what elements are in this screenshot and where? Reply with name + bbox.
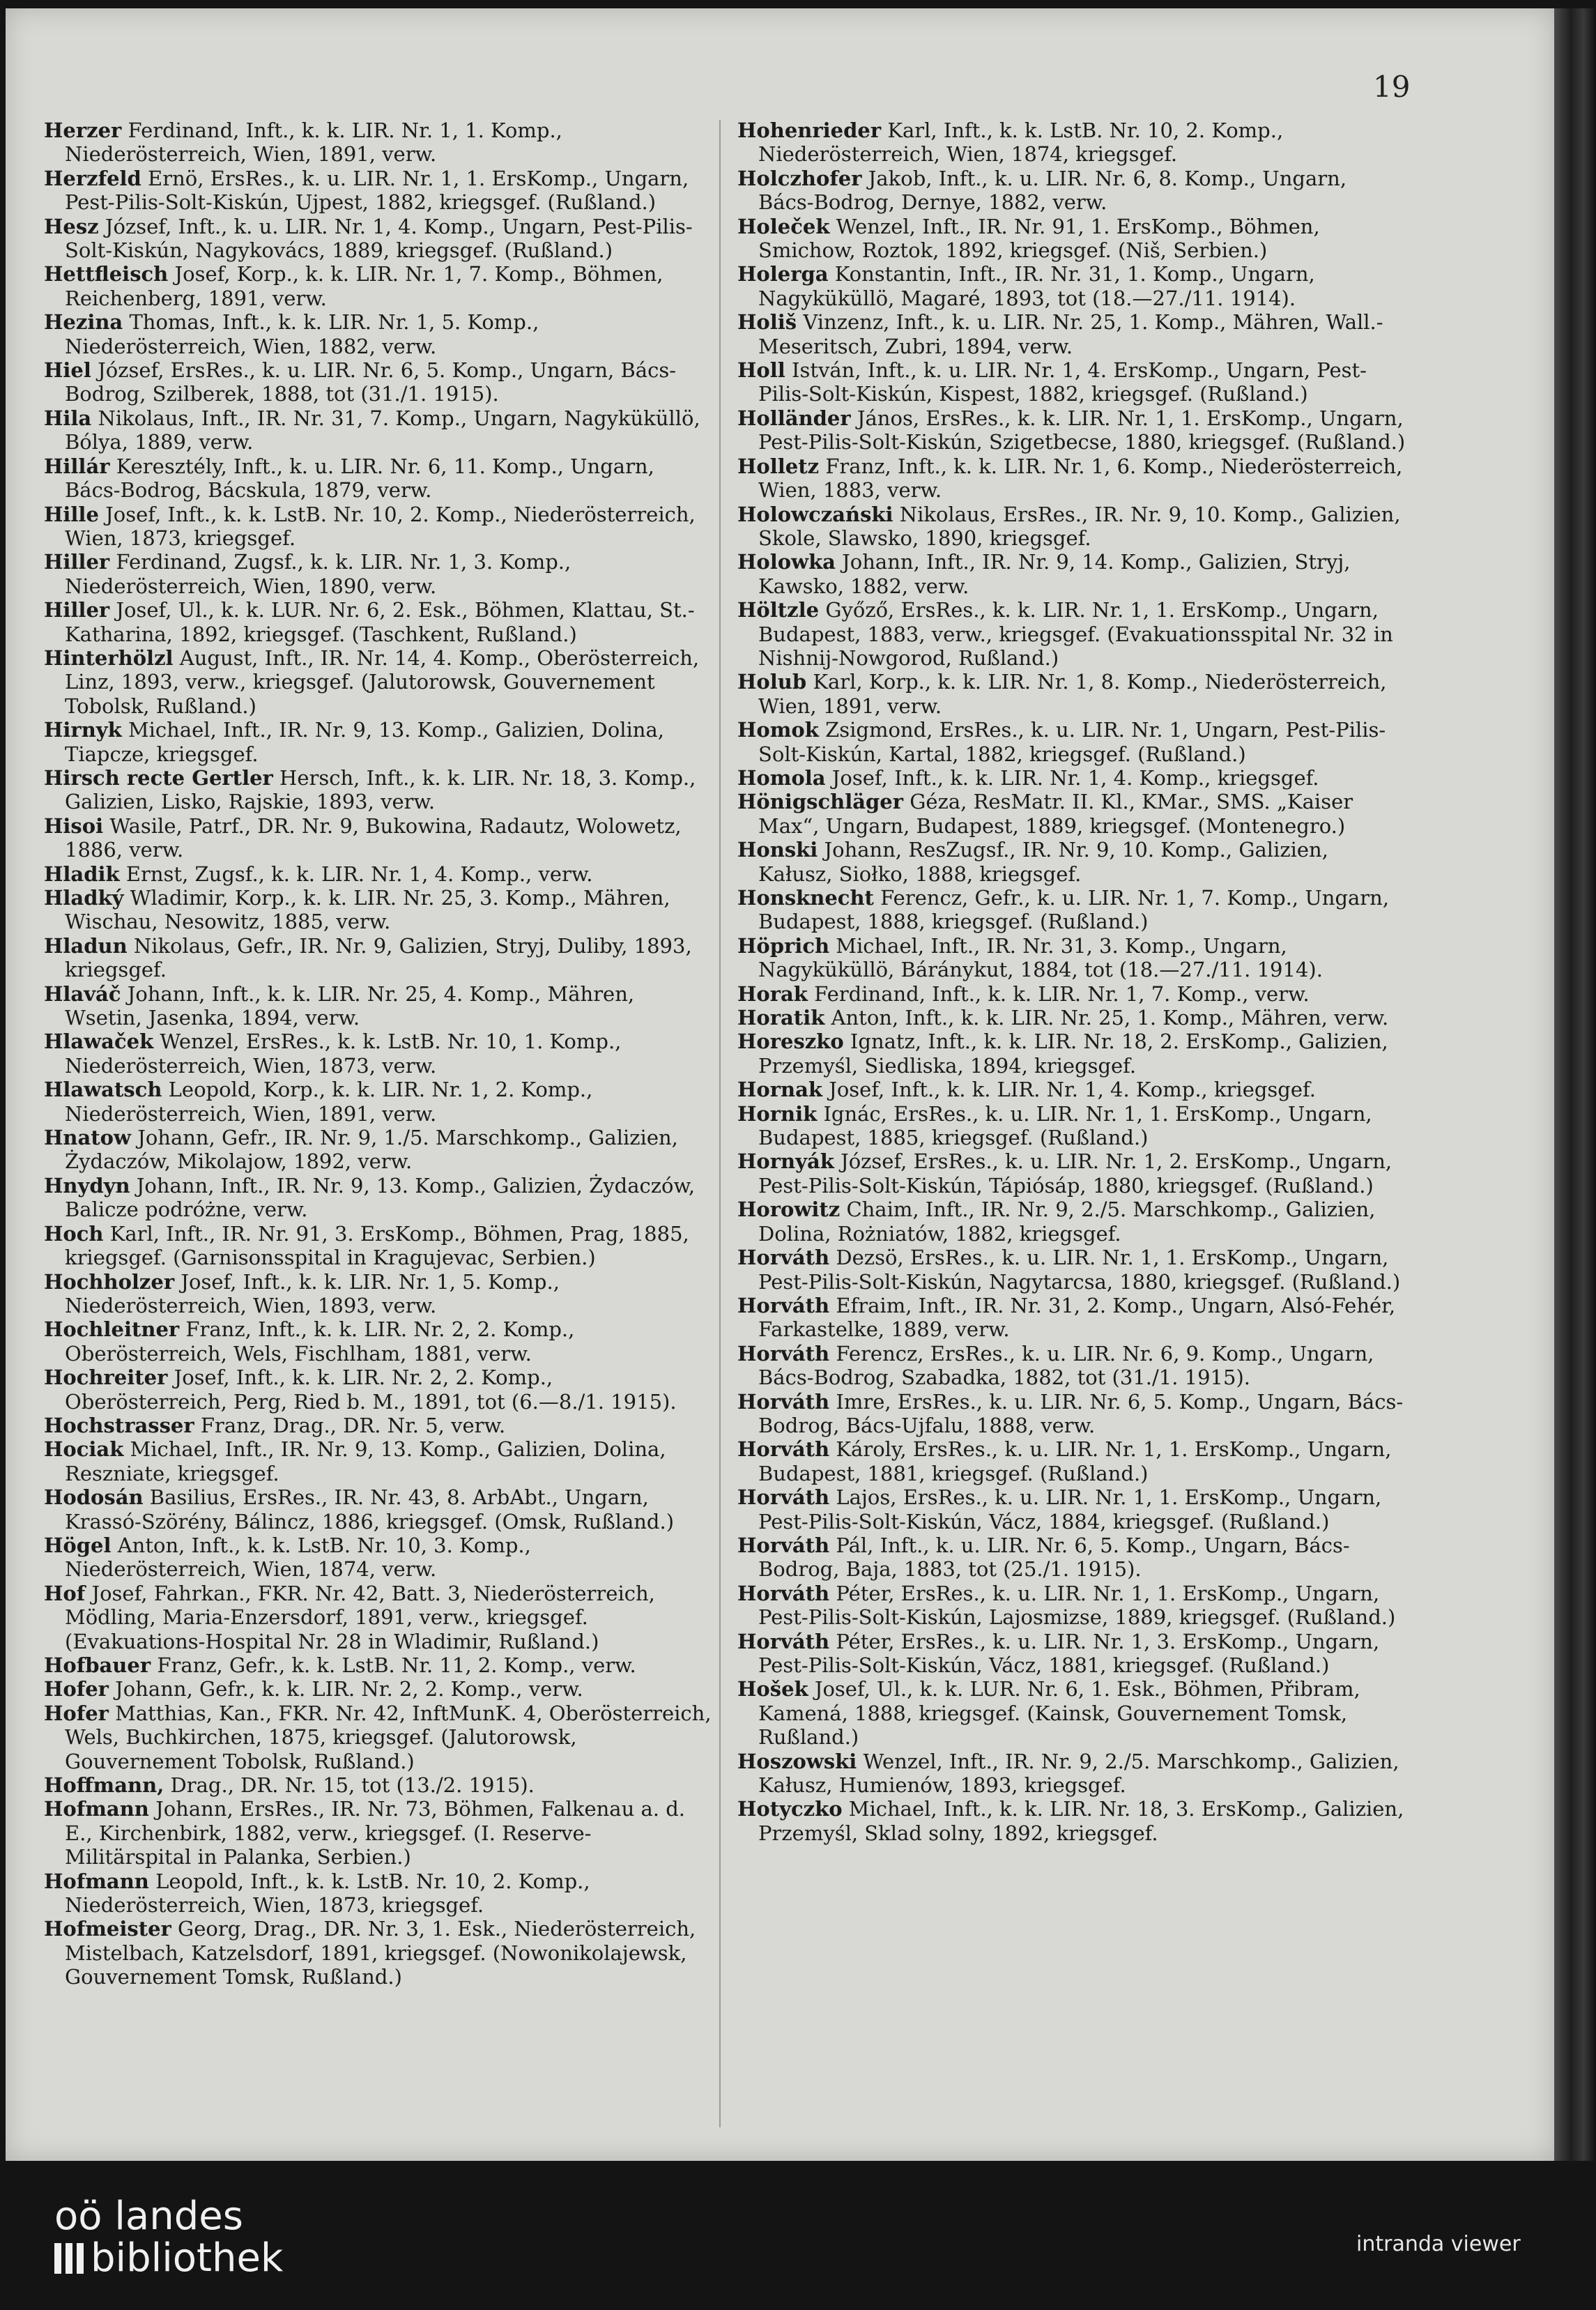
entry-surname: Holowka xyxy=(737,550,836,574)
entry-surname: Holerga xyxy=(737,262,829,286)
entry-details: Károly, ErsRes., k. u. LIR. Nr. 1, 1. ErsKomp., Ungarn, Budapest, 1881, kriegsgef. (Rußland.) xyxy=(758,1437,1392,1485)
entry-details: Franz, Inft., k. k. LIR. Nr. 2, 2. Komp., Oberösterreich, Wels, Fischlham, 1881, verw. xyxy=(65,1317,575,1366)
register-entry xyxy=(44,982,713,1030)
entry-surname: Horváth xyxy=(737,1533,830,1557)
entry-details: Thomas, Inft., k. k. LIR. Nr. 1, 5. Komp., Niederösterreich, Wien, 1882, verw. xyxy=(65,310,539,358)
register-entry xyxy=(44,454,713,503)
entry-details: Ernö, ErsRes., k. u. LIR. Nr. 1, 1. ErsKomp., Ungarn, Pest-Pilis-Solt-Kiskún, Ujpest, 1882, kriegsgef. (Rußland.) xyxy=(65,166,689,215)
entry-details: Géza, ResMatr. II. Kl., KMar., SMS. „Kaiser Max“, Ungarn, Budapest, 1889, kriegsgef. (Montenegro.) xyxy=(758,790,1353,838)
entry-details: Péter, ErsRes., k. u. LIR. Nr. 1, 1. ErsKomp., Ungarn, Pest-Pilis-Solt-Kiskún, Lajosmizse, 1889, kriegsgef. (Rußland.) xyxy=(758,1581,1396,1630)
register-entry xyxy=(737,454,1406,503)
entry-details: János, ErsRes., k. k. LIR. Nr. 1, 1. ErsKomp., Ungarn, Pest-Pilis-Solt-Kiskún, Szigetbecse, 1880, kriegsgef. (Rußland.) xyxy=(758,406,1406,454)
entry-surname: Horak xyxy=(737,981,808,1006)
entry-surname: Hornak xyxy=(737,1078,822,1102)
entry-surname: Holowczański xyxy=(737,502,893,526)
entry-surname: Hornyák xyxy=(737,1149,834,1174)
left-column xyxy=(44,118,713,1989)
entry-details: Drag., DR. Nr. 15, tot (13./2. 1915). xyxy=(170,1773,535,1798)
register-entry xyxy=(737,838,1406,886)
entry-surname: Hirnyk xyxy=(44,718,122,742)
entry-details: Michael, Inft., IR. Nr. 31, 3. Komp., Ungarn, Nagyküküllö, Báránykut, 1884, tot (18.—27./11. 1914). xyxy=(758,933,1323,982)
right-column xyxy=(737,118,1406,1845)
register-entry xyxy=(44,1533,713,1582)
register-entry xyxy=(737,1198,1406,1246)
logo-line-1: oö landes xyxy=(54,2194,243,2239)
register-entry xyxy=(737,1533,1406,1582)
entry-details: Konstantin, Inft., IR. Nr. 31, 1. Komp., Ungarn, Nagyküküllö, Magaré, 1893, tot (18.—27./11. 1914). xyxy=(758,262,1315,310)
entry-surname: Honsknecht xyxy=(737,886,874,910)
entry-details: Ferencz, ErsRes., k. u. LIR. Nr. 6, 9. Komp., Ungarn, Bács-Bodrog, Szabadka, 1882, tot (31./1. 1915). xyxy=(758,1341,1374,1390)
register-entry xyxy=(44,1222,713,1270)
register-entry xyxy=(44,886,713,934)
entry-surname: Homok xyxy=(737,718,819,742)
logo-bars-icon xyxy=(54,2243,84,2274)
entry-details: Vinzenz, Inft., k. u. LIR. Nr. 25, 1. Komp., Mähren, Wall.-Meseritsch, Zubri, 1894, verw. xyxy=(758,310,1383,358)
entry-surname: Hirsch recte Gertler xyxy=(44,765,273,790)
register-entry xyxy=(44,1582,713,1653)
entry-surname: Hofmeister xyxy=(44,1917,171,1941)
entry-details: Lajos, ErsRes., k. u. LIR. Nr. 1, 1. ErsKomp., Ungarn, Pest-Pilis-Solt-Kiskún, Vácz, 1884, kriegsgef. (Rußland.) xyxy=(758,1485,1382,1533)
entry-details: István, Inft., k. u. LIR. Nr. 1, 4. ErsKomp., Ungarn, Pest-Pilis-Solt-Kiskún, Kispest, 1882, kriegsgef. (Rußland.) xyxy=(758,358,1367,406)
entry-surname: Herzfeld xyxy=(44,166,141,190)
entry-surname: Hohenrieder xyxy=(737,118,882,142)
logo-line-2: bibliothek xyxy=(91,2235,284,2281)
entry-surname: Hlaváč xyxy=(44,981,121,1006)
entry-details: Ferdinand, Inft., k. k. LIR. Nr. 1, 1. Komp., Niederösterreich, Wien, 1891, verw. xyxy=(65,118,562,167)
entry-surname: Horváth xyxy=(737,1485,830,1510)
entry-details: Keresztély, Inft., k. u. LIR. Nr. 6, 11. Komp., Ungarn, Bács-Bodrog, Bácskula, 1879, verw. xyxy=(65,454,654,503)
register-entry xyxy=(737,262,1406,310)
register-entry xyxy=(44,550,713,598)
entry-surname: Horowitz xyxy=(737,1198,841,1222)
register-entry xyxy=(737,310,1406,358)
entry-details: Johann, Gefr., k. k. LIR. Nr. 2, 2. Komp., verw. xyxy=(115,1677,583,1701)
entry-details: Efraim, Inft., IR. Nr. 31, 2. Komp., Ungarn, Alsó-Fehér, Farkastelke, 1889, verw. xyxy=(758,1293,1396,1342)
register-entry xyxy=(44,1174,713,1222)
register-entry xyxy=(44,1030,713,1078)
register-entry xyxy=(737,1582,1406,1630)
register-entry xyxy=(44,598,713,646)
entry-details: Johann, Inft., IR. Nr. 9, 14. Komp., Galizien, Stryj, Kawsko, 1882, verw. xyxy=(758,550,1351,598)
page-number: 19 xyxy=(1373,70,1411,104)
entry-details: Michael, Inft., IR. Nr. 9, 13. Komp., Galizien, Dolina, Tiapcze, kriegsgef. xyxy=(65,718,664,766)
entry-surname: Hladik xyxy=(44,862,120,886)
register-entry xyxy=(44,358,713,406)
column-divider xyxy=(719,120,721,2127)
register-entry xyxy=(44,1270,713,1318)
register-entry xyxy=(737,1030,1406,1078)
entry-details: Anton, Inft., k. k. LIR. Nr. 25, 1. Komp., Mähren, verw. xyxy=(831,1006,1389,1030)
entry-surname: Hošek xyxy=(737,1677,808,1701)
entry-details: Karl, Korp., k. k. LIR. Nr. 1, 8. Komp., Niederösterreich, Wien, 1891, verw. xyxy=(758,670,1387,718)
entry-details: Johann, Inft., IR. Nr. 9, 13. Komp., Galizien, Żydaczów, Balicze podróżne, verw. xyxy=(65,1173,696,1222)
entry-surname: Hociak xyxy=(44,1437,124,1462)
register-entry xyxy=(44,1366,713,1414)
register-entry xyxy=(737,1102,1406,1150)
register-entry xyxy=(737,1677,1406,1749)
register-entry xyxy=(44,1653,713,1677)
entry-surname: Hlawatsch xyxy=(44,1078,162,1102)
entry-surname: Horatik xyxy=(737,1006,825,1030)
register-entry xyxy=(44,934,713,982)
register-entry xyxy=(44,718,713,766)
register-entry xyxy=(737,598,1406,670)
entry-surname: Hofer xyxy=(44,1677,109,1701)
entry-surname: Herzer xyxy=(44,118,122,142)
entry-details: Wenzel, Inft., IR. Nr. 91, 1. ErsKomp., Böhmen, Smichow, Roztok, 1892, kriegsgef. (Niš, Serbien.) xyxy=(758,214,1320,263)
entry-surname: Hofmann xyxy=(44,1869,149,1893)
entry-surname: Högel xyxy=(44,1533,112,1557)
entry-details: Pál, Inft., k. u. LIR. Nr. 6, 5. Komp., Ungarn, Bács-Bodrog, Baja, 1883, tot (25./1. 1915). xyxy=(758,1533,1350,1582)
register-entry xyxy=(737,1485,1406,1533)
viewer-label: intranda viewer xyxy=(1356,2232,1521,2256)
entry-surname: Hochleitner xyxy=(44,1317,180,1342)
entry-surname: Hettfleisch xyxy=(44,262,169,286)
entry-surname: Hinterhölzl xyxy=(44,645,174,670)
entry-details: Franz, Gefr., k. k. LstB. Nr. 11, 2. Komp., verw. xyxy=(157,1653,636,1677)
register-entry xyxy=(44,1917,713,1989)
entry-surname: Hof xyxy=(44,1581,86,1605)
entry-details: Karl, Inft., k. k. LstB. Nr. 10, 2. Komp., Niederösterreich, Wien, 1874, kriegsgef. xyxy=(758,118,1284,167)
entry-surname: Hochholzer xyxy=(44,1269,175,1294)
entry-details: Ferdinand, Inft., k. k. LIR. Nr. 1, 7. Komp., verw. xyxy=(814,981,1310,1006)
entry-surname: Hoch xyxy=(44,1221,104,1246)
register-entry xyxy=(44,1437,713,1485)
entry-details: Dezsö, ErsRes., k. u. LIR. Nr. 1, 1. ErsKomp., Ungarn, Pest-Pilis-Solt-Kiskún, Nagytarcsa, 1880, kriegsgef. (Rußland.) xyxy=(758,1246,1401,1294)
register-entry xyxy=(44,1677,713,1701)
entry-surname: Holczhofer xyxy=(737,166,862,190)
entry-details: Josef, Inft., k. k. LIR. Nr. 1, 4. Komp., kriegsgef. xyxy=(829,1078,1316,1102)
entry-surname: Horváth xyxy=(737,1293,830,1317)
entry-details: Johann, ResZugsf., IR. Nr. 9, 10. Komp., Galizien, Kałusz, Siołko, 1888, kriegsgef. xyxy=(758,838,1328,886)
register-entry xyxy=(737,982,1406,1006)
entry-details: Anton, Inft., k. k. LstB. Nr. 10, 3. Komp., Niederösterreich, Wien, 1874, verw. xyxy=(65,1533,531,1582)
register-entry xyxy=(737,1246,1406,1294)
entry-surname: Hille xyxy=(44,502,99,526)
register-entry xyxy=(44,766,713,814)
register-entry xyxy=(44,1797,713,1869)
entry-details: Hersch, Inft., k. k. LIR. Nr. 18, 3. Komp., Galizien, Lisko, Rajskie, 1893, verw. xyxy=(65,765,696,814)
entry-surname: Hillár xyxy=(44,454,110,478)
entry-details: Leopold, Korp., k. k. LIR. Nr. 1, 2. Komp., Niederösterreich, Wien, 1891, verw. xyxy=(65,1078,593,1126)
entry-surname: Hiel xyxy=(44,358,91,383)
entry-surname: Hoffmann, xyxy=(44,1773,164,1798)
register-entry xyxy=(44,646,713,718)
entry-details: Ernst, Zugsf., k. k. LIR. Nr. 1, 4. Komp., verw. xyxy=(125,862,593,886)
entry-surname: Holeček xyxy=(737,214,830,238)
entry-details: Nikolaus, ErsRes., IR. Nr. 9, 10. Komp., Galizien, Skole, Slawsko, 1890, kriegsgef. xyxy=(758,502,1401,550)
register-entry xyxy=(44,1773,713,1797)
register-entry xyxy=(44,1701,713,1773)
entry-details: Matthias, Kan., FKR. Nr. 42, InftMunK. 4, Oberösterreich, Wels, Buchkirchen, 1875, kriegsgef. (Jalutorowsk, Gouvernement Tobolsk, Rußland.) xyxy=(65,1701,712,1773)
register-entry xyxy=(737,1797,1406,1845)
entry-details: Josef, Inft., k. k. LstB. Nr. 10, 2. Komp., Niederösterreich, Wien, 1873, kriegsgef. xyxy=(65,502,696,550)
register-entry xyxy=(44,1078,713,1126)
entry-details: Wasile, Patrf., DR. Nr. 9, Bukowina, Radautz, Wolowetz, 1886, verw. xyxy=(65,813,682,862)
register-entry xyxy=(737,1342,1406,1390)
entry-surname: Horváth xyxy=(737,1341,830,1366)
register-entry xyxy=(737,167,1406,215)
entry-details: József, ErsRes., k. u. LIR. Nr. 6, 5. Komp., Ungarn, Bács-Bodrog, Szilberek, 1888, tot (31./1. 1915). xyxy=(65,358,677,406)
register-entry xyxy=(737,358,1406,406)
entry-details: Georg, Drag., DR. Nr. 3, 1. Esk., Niederösterreich, Mistelbach, Katzelsdorf, 1891, kriegsgef. (Nowonikolajewsk, Gouvernement Tomsk, Rußland.) xyxy=(65,1917,696,1989)
entry-details: Nikolaus, Gefr., IR. Nr. 9, Galizien, Stryj, Duliby, 1893, kriegsgef. xyxy=(65,933,692,982)
entry-details: Josef, Inft., k. k. LIR. Nr. 1, 5. Komp., Niederösterreich, Wien, 1893, verw. xyxy=(65,1269,560,1317)
register-entry xyxy=(44,262,713,310)
entry-surname: Höprich xyxy=(737,933,830,958)
register-entry xyxy=(737,886,1406,934)
register-entry xyxy=(44,1126,713,1174)
entry-surname: Horváth xyxy=(737,1246,830,1270)
entry-surname: Hladký xyxy=(44,886,124,910)
entry-surname: Hnatow xyxy=(44,1126,131,1150)
register-entry xyxy=(737,550,1406,598)
book-page xyxy=(6,8,1554,2161)
entry-surname: Horváth xyxy=(737,1629,830,1653)
register-entry xyxy=(44,862,713,886)
entry-details: József, Inft., k. u. LIR. Nr. 1, 4. Komp., Ungarn, Pest-Pilis-Solt-Kiskún, Nagykovács, 1889, kriegsgef. (Rußland.) xyxy=(65,214,693,263)
register-entry xyxy=(737,406,1406,454)
register-entry xyxy=(737,1630,1406,1678)
entry-surname: Hoszowski xyxy=(737,1749,857,1773)
entry-details: Nikolaus, Inft., IR. Nr. 31, 7. Komp., Ungarn, Nagyküküllö, Bólya, 1889, verw. xyxy=(65,406,700,454)
register-entry xyxy=(44,814,713,862)
entry-details: Michael, Inft., IR. Nr. 9, 13. Komp., Galizien, Dolina, Reszniate, kriegsgef. xyxy=(65,1437,666,1485)
register-entry xyxy=(737,790,1406,838)
register-entry xyxy=(737,718,1406,766)
library-logo xyxy=(54,2196,283,2279)
entry-surname: Hnydyn xyxy=(44,1173,130,1198)
register-entry xyxy=(44,167,713,215)
register-entry xyxy=(737,1294,1406,1342)
register-entry xyxy=(737,215,1406,263)
entry-details: Péter, ErsRes., k. u. LIR. Nr. 1, 3. ErsKomp., Ungarn, Pest-Pilis-Solt-Kiskún, Vácz, 1881, kriegsgef. (Rußland.) xyxy=(758,1629,1380,1677)
entry-details: Josef, Inft., k. k. LIR. Nr. 1, 4. Komp., kriegsgef. xyxy=(831,765,1319,790)
entry-surname: Homola xyxy=(737,765,826,790)
register-entry xyxy=(44,1317,713,1366)
entry-surname: Hotyczko xyxy=(737,1797,843,1821)
register-entry xyxy=(44,1485,713,1533)
entry-surname: Horváth xyxy=(737,1581,830,1605)
entry-surname: Hlawaček xyxy=(44,1030,154,1054)
entry-surname: Hofer xyxy=(44,1701,109,1725)
entry-details: Wladimir, Korp., k. k. LIR. Nr. 25, 3. Komp., Mähren, Wischau, Nesowitz, 1885, verw. xyxy=(65,886,670,934)
entry-surname: Höltzle xyxy=(737,598,820,622)
entry-details: August, Inft., IR. Nr. 14, 4. Komp., Oberösterreich, Linz, 1893, verw., kriegsgef. (Jalutorowsk, Gouvernement Tobolsk, Rußland.) xyxy=(65,645,700,718)
entry-details: Josef, Ul., k. k. LUR. Nr. 6, 2. Esk., Böhmen, Klattau, St.-Katharina, 1892, kriegsgef. (Taschkent, Rußland.) xyxy=(65,598,695,646)
entry-details: Josef, Fahrkan., FKR. Nr. 42, Batt. 3, Niederösterreich, Mödling, Maria-Enzersdorf, 1891, verw., kriegsgef. (Evakuations-Hospital Nr. 28 in Wladimir, Rußland.) xyxy=(65,1581,655,1653)
entry-details: Győző, ErsRes., k. k. LIR. Nr. 1, 1. ErsKomp., Ungarn, Budapest, 1883, verw., kriegsgef. (Evakuationsspital Nr. 32 in Nishnij-Nowgorod, Rußland.) xyxy=(758,598,1393,670)
entry-details: Josef, Korp., k. k. LIR. Nr. 1, 7. Komp., Böhmen, Reichenberg, 1891, verw. xyxy=(65,262,663,310)
entry-details: Johann, Gefr., IR. Nr. 9, 1./5. Marschkomp., Galizien, Żydaczów, Mikolajow, 1892, verw. xyxy=(65,1126,678,1174)
register-entry xyxy=(737,503,1406,551)
entry-details: Zsigmond, ErsRes., k. u. LIR. Nr. 1, Ungarn, Pest-Pilis-Solt-Kiskún, Kartal, 1882, kriegsgef. (Rußland.) xyxy=(758,718,1386,766)
entry-details: Imre, ErsRes., k. u. LIR. Nr. 6, 5. Komp., Ungarn, Bács-Bodrog, Bács-Ujfalu, 1888, verw. xyxy=(758,1389,1404,1437)
register-entry xyxy=(737,1078,1406,1101)
register-entry xyxy=(737,1390,1406,1438)
entry-surname: Hezina xyxy=(44,310,123,335)
entry-surname: Horváth xyxy=(737,1437,830,1462)
entry-surname: Horváth xyxy=(737,1389,830,1414)
entry-surname: Hesz xyxy=(44,214,99,238)
register-entry xyxy=(737,670,1406,718)
entry-surname: Hila xyxy=(44,406,92,430)
entry-surname: Hornik xyxy=(737,1101,818,1126)
entry-details: Ignatz, Inft., k. k. LIR. Nr. 18, 2. ErsKomp., Galizien, Przemyśl, Siedliska, 1894, kriegsgef. xyxy=(758,1030,1388,1078)
entry-surname: Holl xyxy=(737,358,785,383)
entry-details: Ferencz, Gefr., k. u. LIR. Nr. 1, 7. Komp., Ungarn, Budapest, 1888, kriegsgef. (Rußland.) xyxy=(758,886,1390,934)
entry-surname: Hodosán xyxy=(44,1485,144,1510)
register-entry xyxy=(44,503,713,551)
entry-details: Leopold, Inft., k. k. LstB. Nr. 10, 2. Komp., Niederösterreich, Wien, 1873, kriegsgef. xyxy=(65,1869,590,1918)
register-entry xyxy=(44,406,713,454)
entry-details: József, ErsRes., k. u. LIR. Nr. 1, 2. ErsKomp., Ungarn, Pest-Pilis-Solt-Kiskún, Tápiósáp, 1880, kriegsgef. (Rußland.) xyxy=(758,1149,1392,1198)
register-entry xyxy=(44,310,713,358)
entry-surname: Hofmann xyxy=(44,1797,149,1821)
register-entry xyxy=(737,1437,1406,1485)
entry-surname: Hönigschläger xyxy=(737,790,904,814)
register-entry xyxy=(737,1149,1406,1198)
entry-details: Michael, Inft., k. k. LIR. Nr. 18, 3. ErsKomp., Galizien, Przemyśl, Sklad solny, 1892, kriegsgef. xyxy=(758,1797,1404,1845)
register-entry xyxy=(737,118,1406,167)
register-entry xyxy=(44,215,713,263)
register-entry xyxy=(737,766,1406,790)
entry-surname: Holländer xyxy=(737,406,851,430)
register-entry xyxy=(44,118,713,167)
register-entry xyxy=(44,1869,713,1918)
entry-details: Karl, Inft., IR. Nr. 91, 3. ErsKomp., Böhmen, Prag, 1885, kriegsgef. (Garnisonsspital in Kragujevac, Serbien.) xyxy=(65,1221,689,1270)
entry-details: Josef, Inft., k. k. LIR. Nr. 2, 2. Komp., Oberösterreich, Perg, Ried b. M., 1891, tot (6.—8./1. 1915). xyxy=(65,1366,677,1414)
entry-surname: Holletz xyxy=(737,454,820,478)
book-spine xyxy=(1554,8,1596,2161)
entry-surname: Hisoi xyxy=(44,813,104,838)
entry-details: Ferdinand, Zugsf., k. k. LIR. Nr. 1, 3. Komp., Niederösterreich, Wien, 1890, verw. xyxy=(65,550,571,598)
entry-surname: Horeszko xyxy=(737,1030,844,1054)
entry-surname: Hochstrasser xyxy=(44,1413,194,1437)
register-entry xyxy=(737,934,1406,982)
entry-details: Johann, ErsRes., IR. Nr. 73, Böhmen, Falkenau a. d. E., Kirchenbirk, 1882, verw., kriegsgef. (I. Reserve-Militärspital in Palanka, Serbien.) xyxy=(65,1797,685,1869)
entry-details: Franz, Inft., k. k. LIR. Nr. 1, 6. Komp., Niederösterreich, Wien, 1883, verw. xyxy=(758,454,1403,503)
register-entry xyxy=(737,1006,1406,1030)
entry-details: Basilius, ErsRes., IR. Nr. 43, 8. ArbAbt., Ungarn, Krassó-Szörény, Bálincz, 1886, kriegsgef. (Omsk, Rußland.) xyxy=(65,1485,675,1533)
entry-details: Franz, Drag., DR. Nr. 5, verw. xyxy=(200,1413,506,1437)
entry-details: Wenzel, ErsRes., k. k. LstB. Nr. 10, 1. Komp., Niederösterreich, Wien, 1873, verw. xyxy=(65,1030,622,1078)
entry-surname: Hiller xyxy=(44,598,110,622)
entry-details: Josef, Ul., k. k. LUR. Nr. 6, 1. Esk., Böhmen, Přibram, Kamená, 1888, kriegsgef. (Kainsk, Gouvernement Tomsk, Rußland.) xyxy=(758,1677,1360,1750)
entry-details: Chaim, Inft., IR. Nr. 9, 2./5. Marschkomp., Galizien, Dolina, Rożniatów, 1882, kriegsgef. xyxy=(758,1198,1376,1246)
entry-surname: Hochreiter xyxy=(44,1366,168,1390)
entry-details: Johann, Inft., k. k. LIR. Nr. 25, 4. Komp., Mähren, Wsetin, Jasenka, 1894, verw. xyxy=(65,981,635,1030)
entry-surname: Holub xyxy=(737,670,807,694)
entry-surname: Hofbauer xyxy=(44,1653,151,1677)
entry-surname: Holiš xyxy=(737,310,797,335)
entry-details: Jakob, Inft., k. u. LIR. Nr. 6, 8. Komp., Ungarn, Bács-Bodrog, Dernye, 1882, verw. xyxy=(758,166,1347,215)
entry-details: Ignác, ErsRes., k. u. LIR. Nr. 1, 1. ErsKomp., Ungarn, Budapest, 1885, kriegsgef. (Rußland.) xyxy=(758,1101,1372,1150)
entry-details: Wenzel, Inft., IR. Nr. 9, 2./5. Marschkomp., Galizien, Kałusz, Humienów, 1893, kriegsgef. xyxy=(758,1749,1399,1798)
register-entry xyxy=(737,1750,1406,1798)
entry-surname: Hladun xyxy=(44,933,128,958)
entry-surname: Hiller xyxy=(44,550,110,574)
entry-surname: Honski xyxy=(737,838,818,862)
register-entry xyxy=(44,1414,713,1437)
